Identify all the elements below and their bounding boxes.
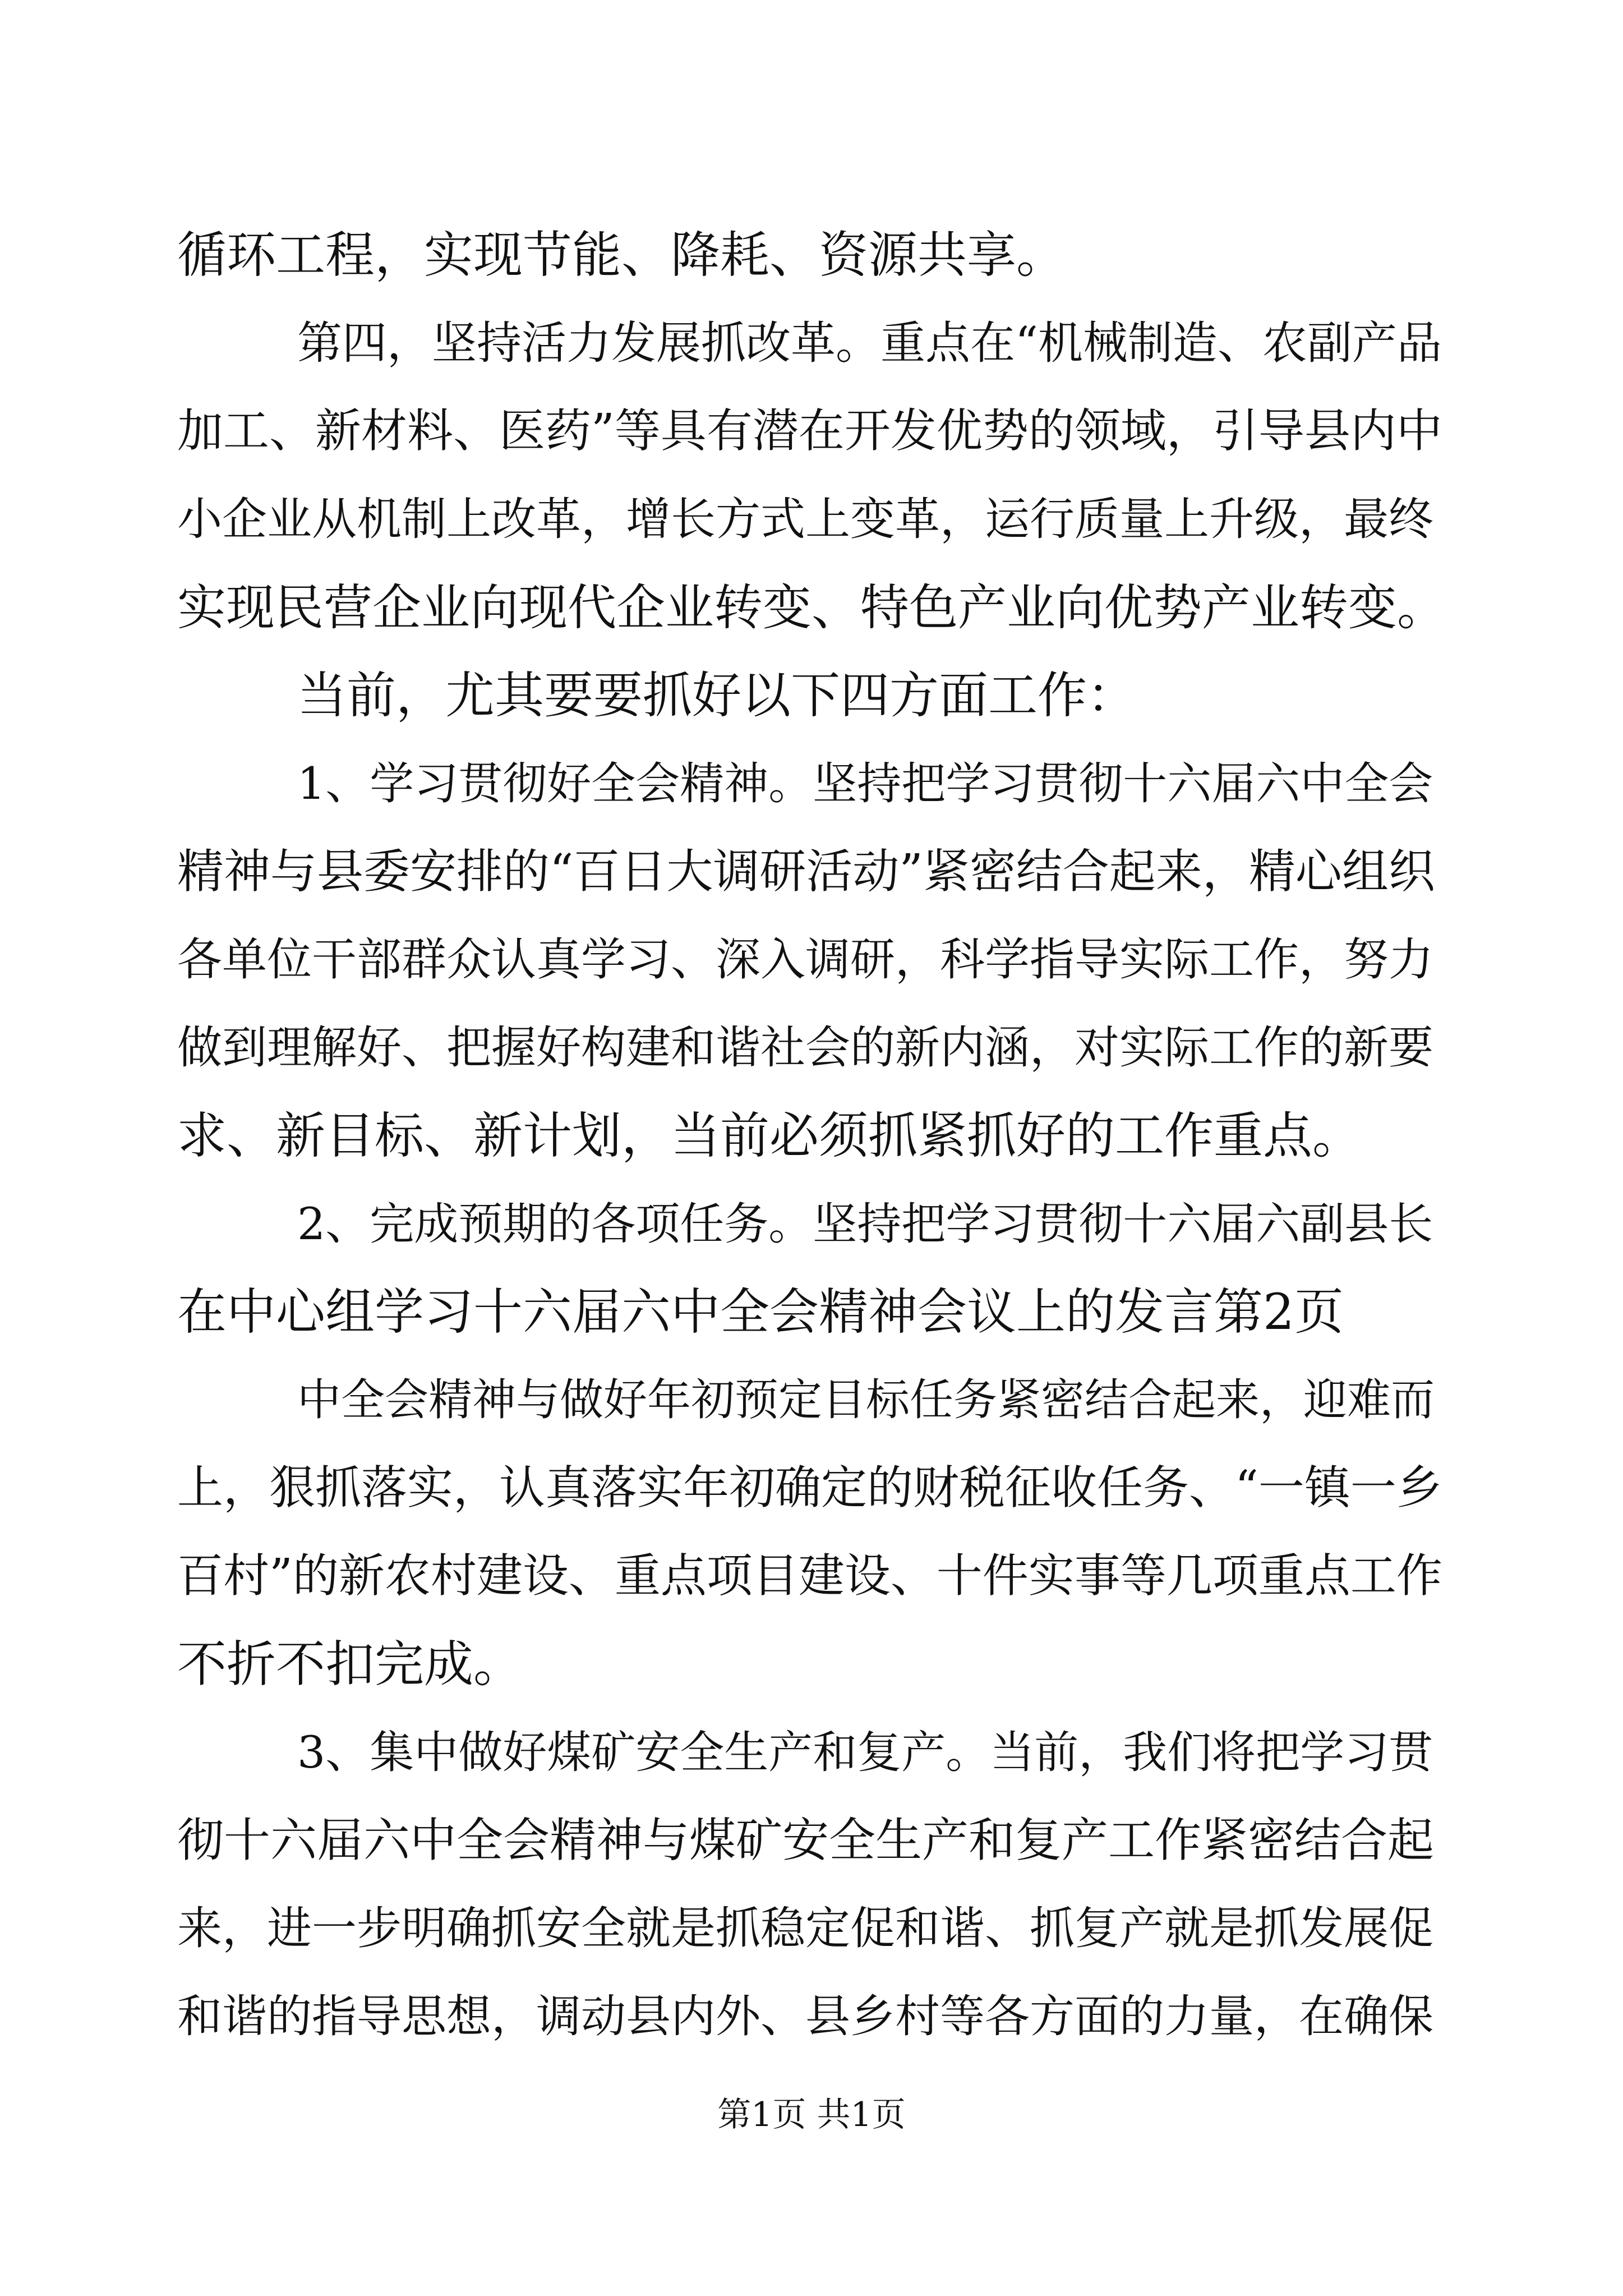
paragraph-first-line: 3、集中做好煤矿安全生产和复产。当前，我们将把学习贯 [297, 1727, 1433, 1778]
page-footer: 第1页 共1页 [717, 2095, 906, 2134]
paragraph-first-line: 第四，坚持活力发展抓改革。重点在“机械制造、农副产品 [297, 317, 1442, 369]
body-text-line: 精神与县委安排的“百日大调研活动”紧密结合起来，精心组织 [177, 844, 1435, 899]
body-text-line: 实现民营企业向现代企业转变、特色产业向优势产业转变。 [177, 579, 1446, 636]
body-text-line: 加工、新材料、医药”等具有潜在开发优势的领域，引导县内中 [177, 404, 1442, 458]
body-text-line: 来，进一步明确抓安全就是抓稳定促和谐、抓复产就是抓发展促 [177, 1902, 1433, 1954]
body-text-line: 求、新目标、新计划，当前必须抓紧抓好的工作重点。 [177, 1107, 1362, 1165]
paragraph-first-line: 中全会精神与做好年初预定目标任务紧密结合起来，迎难而 [297, 1375, 1435, 1425]
body-text-line: 百村”的新农村建设、重点项目建设、十件实事等几项重点工作 [177, 1549, 1442, 1603]
paragraph-first-line: 2、完成预期的各项任务。坚持把学习贯彻十六届六副县长 [297, 1198, 1433, 1250]
body-text-line: 在中心组学习十六届六中全会精神会议上的发言第2页 [177, 1283, 1344, 1341]
paragraph-first-line: 当前，尤其要要抓好以下四方面工作： [297, 666, 1137, 724]
body-text-line: 做到理解好、把握好构建和谐社会的新内涵，对实际工作的新要 [177, 1022, 1433, 1074]
paragraph-first-line: 1、学习贯彻好全会精神。坚持把学习贯彻十六届六中全会 [297, 758, 1433, 809]
body-text-line: 彻十六届六中全会精神与煤矿安全生产和复产工作紧密结合起 [177, 1813, 1434, 1867]
body-text-line: 上，狠抓落实，认真落实年初确定的财税征收任务、“一镇一乡 [177, 1461, 1442, 1515]
body-text-line: 各单位干部群众认真学习、深入调研，科学指导实际工作，努力 [177, 933, 1433, 986]
body-text-line: 小企业从机制上改革，增长方式上变革，运行质量上升级，最终 [177, 493, 1433, 545]
body-text-line: 和谐的指导思想，调动县内外、县乡村等各方面的力量，在确保 [177, 1990, 1433, 2042]
body-text-line: 不折不扣完成。 [177, 1635, 523, 1693]
body-text-line: 循环工程，实现节能、降耗、资源共享。 [177, 226, 1066, 284]
